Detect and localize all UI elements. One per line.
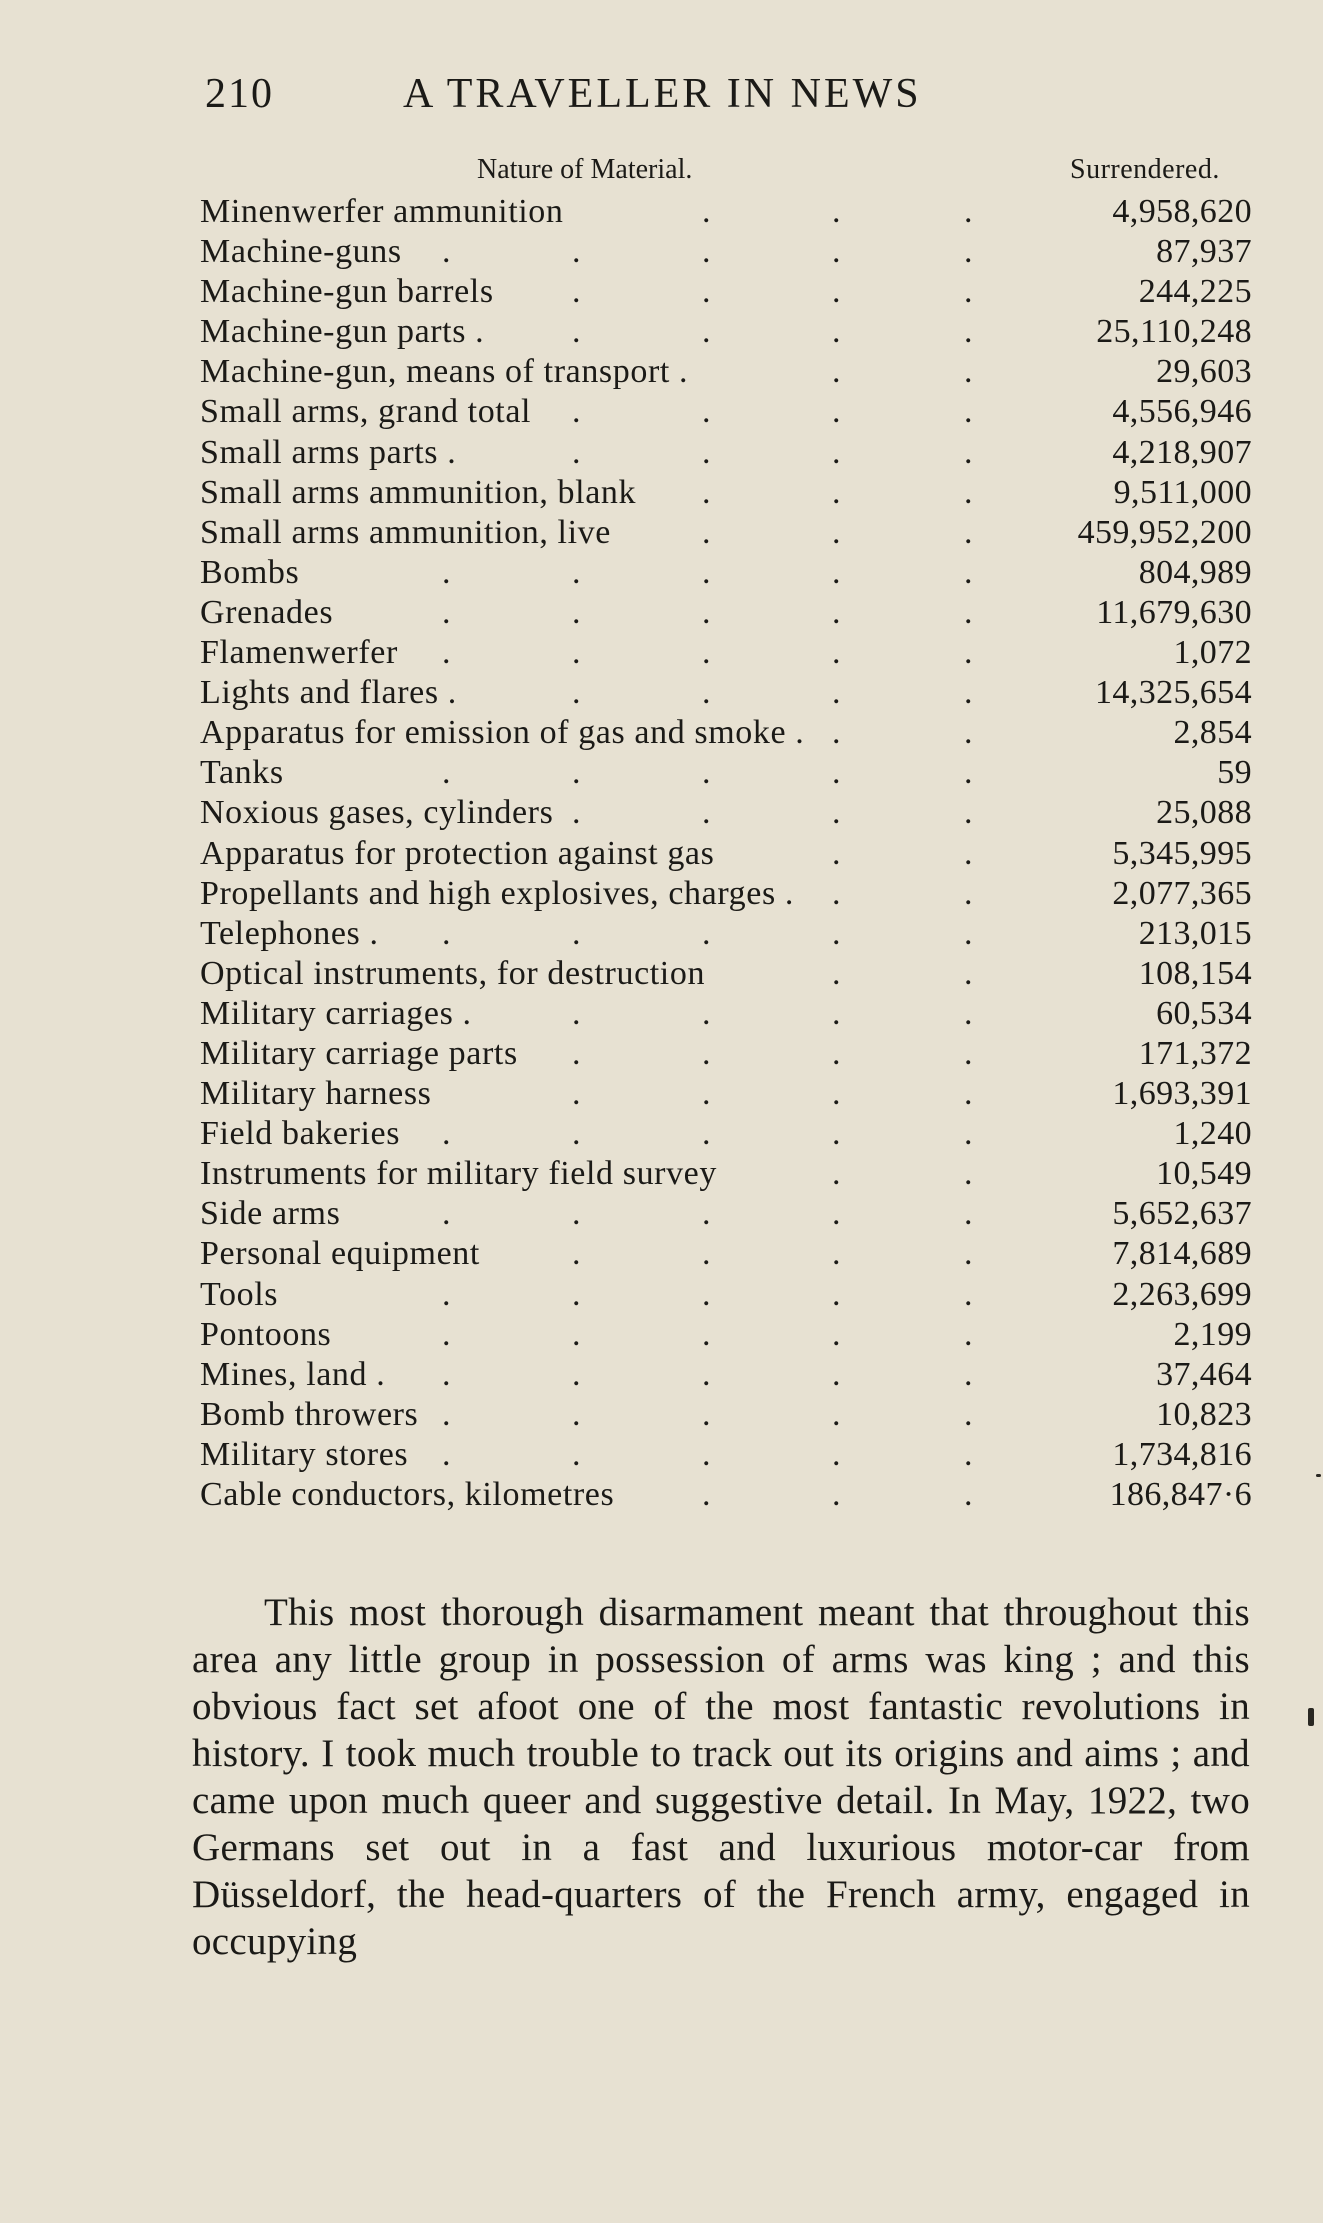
leader-dot: . — [702, 754, 711, 792]
leader-dot: . — [964, 1034, 973, 1072]
material-name: Bombs — [200, 553, 300, 591]
leader-dot: . — [702, 794, 711, 832]
table-row — [192, 633, 1262, 673]
table-row — [192, 713, 1262, 753]
table-header — [192, 150, 1262, 192]
leader-dot: . — [964, 1155, 973, 1193]
surrendered-value: 11,679,630 — [1096, 593, 1252, 631]
surrendered-value: 10,823 — [1156, 1395, 1252, 1433]
leader-dot: . — [572, 674, 581, 712]
leader-dot: . — [702, 1195, 711, 1233]
leader-dot: . — [832, 1155, 841, 1193]
surrendered-value: 2,263,699 — [1112, 1275, 1252, 1313]
leader-dot: . — [702, 553, 711, 591]
leader-dot: . — [964, 513, 973, 551]
leader-dot: . — [702, 473, 711, 511]
leader-dot: . — [964, 1435, 973, 1473]
leader-dot: . — [442, 1315, 451, 1353]
table-row — [192, 1355, 1262, 1395]
leader-dot: . — [832, 834, 841, 872]
leader-dot: . — [832, 313, 841, 351]
leader-dot: . — [442, 1395, 451, 1433]
table-row — [192, 192, 1262, 232]
table-row — [192, 1234, 1262, 1274]
leader-dot: . — [572, 393, 581, 431]
surrendered-value: 29,603 — [1156, 353, 1252, 391]
table-row — [192, 1315, 1262, 1355]
surrendered-value: 4,556,946 — [1112, 393, 1252, 431]
leader-dot: . — [832, 674, 841, 712]
leader-dot: . — [442, 1435, 451, 1473]
surrendered-value: 87,937 — [1156, 233, 1252, 271]
table-row — [192, 994, 1262, 1034]
leader-dot: . — [572, 1395, 581, 1433]
leader-dot: . — [702, 1435, 711, 1473]
leader-dot: . — [442, 914, 451, 952]
leader-dot: . — [964, 1395, 973, 1433]
leader-dot: . — [702, 1395, 711, 1433]
leader-dot: . — [572, 433, 581, 471]
table-row — [192, 1034, 1262, 1074]
surrendered-value: 60,534 — [1156, 994, 1252, 1032]
material-name: Personal equipment — [200, 1235, 480, 1273]
page-number: 210 — [205, 71, 274, 117]
leader-dot: . — [832, 1195, 841, 1233]
leader-dot: . — [442, 1195, 451, 1233]
leader-dot: . — [702, 233, 711, 271]
table-row — [192, 473, 1262, 513]
material-name: Minenwerfer ammunition — [200, 193, 564, 230]
table-row — [192, 433, 1262, 473]
leader-dot: . — [832, 273, 841, 311]
leader-dot: . — [572, 1034, 581, 1072]
table-row — [192, 1475, 1262, 1515]
leader-dot: . — [832, 433, 841, 471]
material-name: Machine-gun, means of transport . — [200, 353, 689, 391]
table-row — [192, 1114, 1262, 1154]
material-name: Propellants and high explosives, charges . — [200, 874, 794, 912]
leader-dot: . — [572, 553, 581, 591]
material-name: Small arms ammunition, live — [200, 513, 611, 551]
material-name: Small arms ammunition, blank — [200, 473, 637, 511]
table-row — [192, 272, 1262, 312]
leader-dot: . — [964, 754, 973, 792]
material-name: Apparatus for emission of gas and smoke . — [200, 714, 805, 752]
leader-dot: . — [964, 233, 973, 271]
leader-dot: . — [572, 1435, 581, 1473]
leader-dot: . — [572, 1275, 581, 1313]
surrendered-value: 7,814,689 — [1112, 1235, 1252, 1273]
surrendered-value: 1,693,391 — [1112, 1075, 1252, 1113]
leader-dot: . — [832, 513, 841, 551]
leader-dot: . — [572, 1315, 581, 1353]
leader-dot: . — [832, 954, 841, 992]
leader-dot: . — [964, 1476, 973, 1513]
leader-dot: . — [832, 1235, 841, 1273]
table-row — [192, 553, 1262, 593]
leader-dot: . — [964, 273, 973, 311]
leader-dot: . — [964, 1235, 973, 1273]
leader-dot: . — [964, 1355, 973, 1393]
material-name: Military stores — [200, 1435, 409, 1473]
leader-dot: . — [964, 914, 973, 952]
leader-dot: . — [572, 994, 581, 1032]
leader-dot: . — [832, 593, 841, 631]
table-row — [192, 954, 1262, 994]
surrendered-value: 59 — [1217, 754, 1252, 792]
leader-dot: . — [832, 233, 841, 271]
surrendered-value: 804,989 — [1138, 553, 1252, 591]
leader-dot: . — [572, 233, 581, 271]
surrendered-value: 459,952,200 — [1077, 513, 1252, 551]
leader-dot: . — [442, 233, 451, 271]
leader-dot: . — [964, 1115, 973, 1153]
leader-dot: . — [832, 914, 841, 952]
material-name: Small arms, grand total — [200, 393, 532, 431]
leader-dot: . — [702, 393, 711, 431]
leader-dot: . — [702, 1476, 711, 1513]
leader-dot: . — [702, 1315, 711, 1353]
leader-dot: . — [964, 393, 973, 431]
leader-dot: . — [702, 193, 711, 230]
leader-dot: . — [964, 473, 973, 511]
surrendered-value: 2,077,365 — [1112, 874, 1252, 912]
material-name: Grenades — [200, 593, 334, 631]
surrendered-value: 1,072 — [1173, 634, 1252, 672]
table-row — [192, 1435, 1262, 1475]
leader-dot: . — [832, 634, 841, 672]
table-row — [192, 232, 1262, 272]
running-head — [205, 68, 1085, 120]
material-name: Bomb throwers — [200, 1395, 419, 1433]
material-name: Pontoons — [200, 1315, 332, 1353]
leader-dot: . — [964, 674, 973, 712]
material-name: Machine-guns — [200, 233, 402, 271]
leader-dot: . — [832, 714, 841, 752]
material-name: Apparatus for protection against gas — [200, 834, 715, 872]
margin-mark — [1308, 1708, 1314, 1726]
leader-dot: . — [964, 1315, 973, 1353]
leader-dot: . — [442, 1275, 451, 1313]
leader-dot: . — [702, 634, 711, 672]
leader-dot: . — [572, 593, 581, 631]
leader-dot: . — [832, 754, 841, 792]
leader-dot: . — [832, 794, 841, 832]
leader-dot: . — [442, 1355, 451, 1393]
material-name: Military carriage parts — [200, 1034, 518, 1072]
book-title: A TRAVELLER IN NEWS — [403, 71, 922, 117]
body-paragraph: This most thorough disarmament meant that throughout this area any little group in possession of arms was king ; and this obvious fact set afoot one of the most fantastic revolutions in history. I took much trouble to track out its origins and aims ; and came upon much queer and suggestive detail. In May, 1922, two Germans set out in a fast and luxurious motor-car from Düsseldorf, the head-quarters of the French army, engaged in occupying — [192, 1591, 1250, 1963]
surrendered-value: 25,110,248 — [1096, 313, 1252, 351]
table-row — [192, 1074, 1262, 1114]
leader-dot: . — [572, 634, 581, 672]
table-row — [192, 874, 1262, 914]
leader-dot: . — [832, 1395, 841, 1433]
leader-dot: . — [702, 1034, 711, 1072]
leader-dot: . — [964, 634, 973, 672]
leader-dot: . — [832, 1275, 841, 1313]
leader-dot: . — [702, 313, 711, 351]
table-body — [192, 192, 1262, 1515]
table-row — [192, 753, 1262, 793]
material-name: Mines, land . — [200, 1355, 386, 1393]
material-name: Optical instruments, for destruction — [200, 954, 706, 992]
leader-dot: . — [832, 1115, 841, 1153]
surrendered-value: 4,958,620 — [1112, 193, 1252, 230]
leader-dot: . — [702, 433, 711, 471]
material-name: Flamenwerfer — [200, 634, 398, 672]
leader-dot: . — [702, 674, 711, 712]
leader-dot: . — [832, 393, 841, 431]
leader-dot: . — [832, 874, 841, 912]
leader-dot: . — [572, 1115, 581, 1153]
surrendered-value: 213,015 — [1138, 914, 1252, 952]
leader-dot: . — [832, 193, 841, 230]
leader-dot: . — [702, 593, 711, 631]
table-row — [192, 352, 1262, 392]
leader-dot: . — [964, 714, 973, 752]
leader-dot: . — [702, 1235, 711, 1273]
leader-dot: . — [964, 794, 973, 832]
leader-dot: . — [572, 1235, 581, 1273]
surrendered-value: 10,549 — [1156, 1155, 1252, 1193]
table-row — [192, 793, 1262, 833]
material-name: Lights and flares . — [200, 674, 457, 712]
surrendered-value: 171,372 — [1138, 1034, 1252, 1072]
material-name: Military harness — [200, 1075, 432, 1113]
leader-dot: . — [964, 1075, 973, 1113]
table-row — [192, 1275, 1262, 1315]
surrendered-value: 186,847·6 — [1109, 1476, 1252, 1513]
leader-dot: . — [702, 1275, 711, 1313]
leader-dot: . — [702, 273, 711, 311]
leader-dot: . — [442, 593, 451, 631]
leader-dot: . — [572, 313, 581, 351]
surrendered-value: 1,734,816 — [1112, 1435, 1252, 1473]
surrendered-value: 9,511,000 — [1113, 473, 1252, 511]
material-name: Small arms parts . — [200, 433, 457, 471]
leader-dot: . — [832, 1315, 841, 1353]
leader-dot: . — [702, 1075, 711, 1113]
leader-dot: . — [964, 954, 973, 992]
leader-dot: . — [572, 1195, 581, 1233]
materials-table — [192, 150, 1262, 1515]
column-header-material: Nature of Material. — [477, 154, 693, 185]
material-name: Tools — [200, 1275, 279, 1313]
surrendered-value: 25,088 — [1156, 794, 1252, 832]
leader-dot: . — [964, 553, 973, 591]
leader-dot: . — [964, 433, 973, 471]
surrendered-value: 4,218,907 — [1112, 433, 1252, 471]
table-row — [192, 593, 1262, 633]
leader-dot: . — [964, 593, 973, 631]
leader-dot: . — [442, 634, 451, 672]
material-name: Telephones . — [200, 914, 379, 952]
leader-dot: . — [702, 1115, 711, 1153]
surrendered-value: 14,325,654 — [1095, 674, 1252, 712]
leader-dot: . — [572, 754, 581, 792]
leader-dot: . — [832, 1034, 841, 1072]
leader-dot: . — [964, 1195, 973, 1233]
material-name: Noxious gases, cylinders — [200, 794, 554, 832]
table-row — [192, 1395, 1262, 1435]
surrendered-value: 244,225 — [1138, 273, 1252, 311]
surrendered-value: 5,652,637 — [1112, 1195, 1252, 1233]
leader-dot: . — [572, 794, 581, 832]
leader-dot: . — [702, 994, 711, 1032]
material-name: Cable conductors, kilometres — [200, 1476, 615, 1513]
surrendered-value: 2,854 — [1173, 714, 1252, 752]
leader-dot: . — [832, 1355, 841, 1393]
leader-dot: . — [572, 273, 581, 311]
leader-dot: . — [832, 994, 841, 1032]
material-name: Machine-gun parts . — [200, 313, 485, 351]
leader-dot: . — [964, 874, 973, 912]
material-name: Side arms — [200, 1195, 341, 1233]
leader-dot: . — [832, 1476, 841, 1513]
leader-dot: . — [702, 513, 711, 551]
table-row — [192, 392, 1262, 432]
leader-dot: . — [702, 914, 711, 952]
leader-dot: . — [832, 1435, 841, 1473]
table-row — [192, 673, 1262, 713]
surrendered-value: 2,199 — [1173, 1315, 1252, 1353]
material-name: Machine-gun barrels — [200, 273, 494, 311]
table-row — [192, 312, 1262, 352]
leader-dot: . — [832, 353, 841, 391]
material-name: Military carriages . — [200, 994, 472, 1032]
material-name: Tanks — [200, 754, 284, 792]
column-header-surrendered: Surrendered. — [1070, 154, 1220, 185]
table-row — [192, 513, 1262, 553]
leader-dot: . — [832, 553, 841, 591]
surrendered-value: 108,154 — [1138, 954, 1252, 992]
leader-dot: . — [964, 834, 973, 872]
leader-dot: . — [964, 313, 973, 351]
leader-dot: . — [832, 473, 841, 511]
table-row — [192, 1154, 1262, 1194]
leader-dot: . — [702, 1355, 711, 1393]
leader-dot: . — [442, 1115, 451, 1153]
surrendered-value: 37,464 — [1156, 1355, 1252, 1393]
table-row — [192, 834, 1262, 874]
dot-leader — [192, 553, 982, 593]
leader-dot: . — [572, 1075, 581, 1113]
dot-leader — [192, 753, 982, 793]
leader-dot: . — [964, 193, 973, 230]
leader-dot: . — [964, 994, 973, 1032]
surrendered-value: 5,345,995 — [1112, 834, 1252, 872]
leader-dot: . — [442, 754, 451, 792]
leader-dot: . — [964, 353, 973, 391]
leader-dot: . — [442, 553, 451, 591]
leader-dot: . — [572, 1355, 581, 1393]
leader-dot: . — [832, 1075, 841, 1113]
leader-dot: . — [964, 1275, 973, 1313]
material-name: Instruments for military field survey — [200, 1155, 717, 1193]
table-row — [192, 914, 1262, 954]
margin-mark — [1316, 1474, 1321, 1477]
surrendered-value: 1,240 — [1173, 1115, 1252, 1153]
table-row — [192, 1194, 1262, 1234]
dot-leader — [192, 1275, 982, 1315]
material-name: Field bakeries — [200, 1115, 401, 1153]
leader-dot: . — [572, 914, 581, 952]
